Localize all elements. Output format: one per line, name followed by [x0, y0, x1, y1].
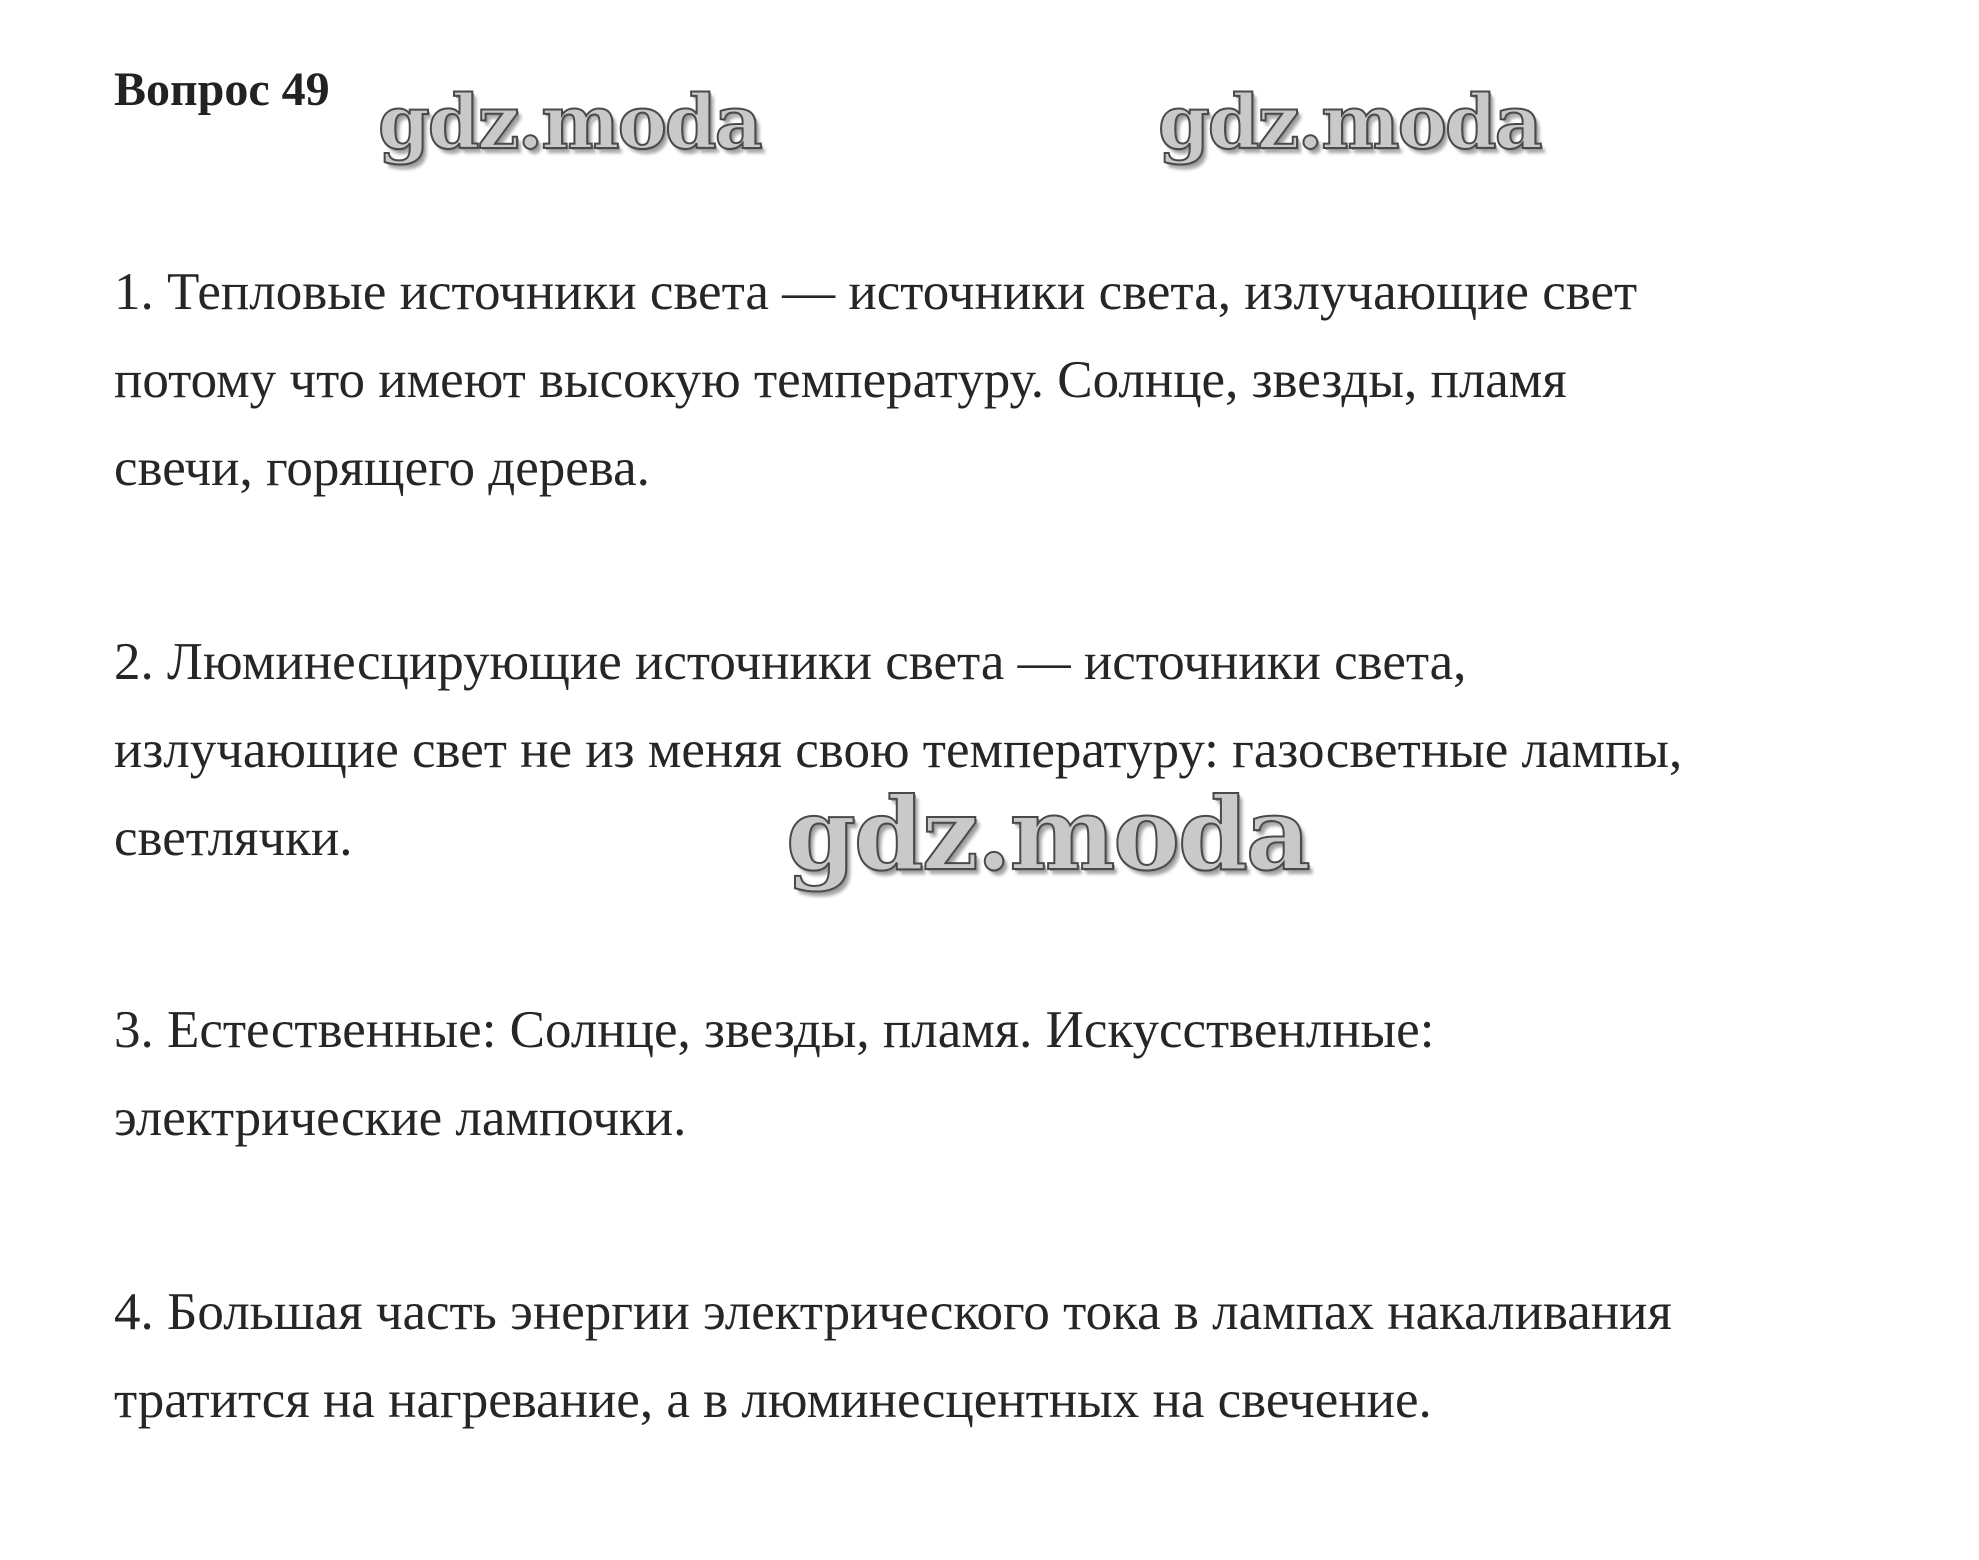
answer-item-4	[114, 1268, 1904, 1444]
answer-line: свечи, горящего дерева.	[114, 439, 650, 497]
answer-item-3	[114, 986, 1904, 1162]
answer-line: потому что имеют высокую температуру. Солнце, звезды, пламя	[114, 351, 1567, 409]
answer-item-1	[114, 248, 1904, 512]
answer-line: 4. Большая часть энергии электрического тока в лампах накаливания	[114, 1283, 1672, 1341]
watermark-logo: gdz.moda	[378, 80, 761, 166]
question-heading: Вопрос 49	[114, 63, 330, 116]
watermark-logo: gdz.moda	[786, 775, 1309, 893]
answer-line: светлячки.	[114, 809, 353, 867]
answer-line: 3. Естественные: Солнце, звезды, пламя. Искусственлные:	[114, 1001, 1435, 1059]
answer-line: 1. Тепловые источники света — источники света, излучающие свет	[114, 263, 1638, 321]
watermark-logo: gdz.moda	[1158, 80, 1541, 166]
answer-line: электрические лампочки.	[114, 1089, 687, 1147]
answer-line: излучающие свет не из меняя свою температуру: газосветные лампы,	[114, 721, 1683, 779]
answer-line: 2. Люминесцирующие источники света — источники света,	[114, 633, 1467, 691]
answer-line: тратится на нагревание, а в люминесцентных на свечение.	[114, 1371, 1432, 1429]
